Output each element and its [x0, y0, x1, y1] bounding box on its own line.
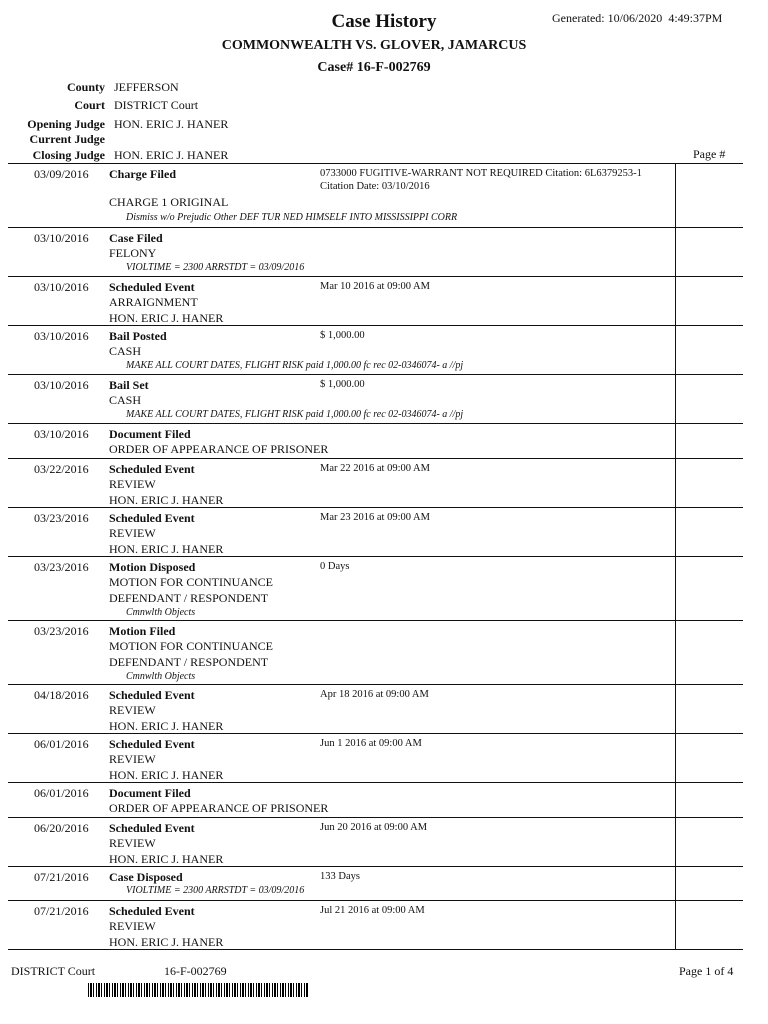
docket-entry-row	[8, 734, 743, 783]
entry-info: 0733000 FUGITIVE-WARRANT NOT REQUIRED Citation: 6L6379253-1 Citation Date: 03/10/2016	[320, 168, 642, 192]
docket-entry-row	[8, 424, 743, 459]
entry-detail: REVIEW	[109, 477, 156, 491]
docket-entry-row	[8, 685, 743, 734]
entry-type: Bail Set	[109, 378, 149, 392]
entry-type: Scheduled Event	[109, 462, 195, 476]
entry-detail: REVIEW	[109, 919, 156, 933]
footer-court: DISTRICT Court	[11, 964, 96, 978]
entry-detail: ORDER OF APPEARANCE OF PRISONER	[109, 442, 329, 456]
entry-detail: FELONY	[109, 246, 157, 260]
docket-entry-row	[8, 459, 743, 508]
entry-type: Scheduled Event	[109, 904, 195, 918]
entry-type: Bail Posted	[109, 329, 167, 343]
entry-note: Cmnwlth Objects	[126, 671, 196, 682]
entry-date: 03/22/2016	[34, 462, 89, 476]
entry-detail: ARRAIGNMENT	[109, 295, 198, 309]
court-value: DISTRICT Court	[114, 98, 199, 112]
docket-entry-row	[8, 164, 743, 228]
entry-date: 03/23/2016	[34, 511, 89, 525]
entry-info: Jun 20 2016 at 09:00 AM	[320, 822, 428, 833]
case-number: Case# 16-F-002769	[317, 60, 431, 75]
entry-detail: MOTION FOR CONTINUANCE	[109, 639, 273, 653]
generated-timestamp	[552, 11, 722, 26]
entry-date: 06/01/2016	[34, 737, 89, 751]
docket-entry-row	[8, 867, 743, 901]
case-parties: COMMONWEALTH VS. GLOVER, JAMARCUS	[221, 38, 527, 53]
entry-note: MAKE ALL COURT DATES, FLIGHT RISK paid 1,000.00 fc rec 02-0346074- a //pj	[126, 409, 464, 420]
county-value: JEFFERSON	[114, 80, 179, 94]
entry-type: Scheduled Event	[109, 688, 195, 702]
entry-info: $ 1,000.00	[320, 379, 365, 390]
entry-detail: REVIEW	[109, 836, 156, 850]
docket-entry-row	[8, 901, 743, 950]
entry-date: 03/10/2016	[34, 427, 89, 441]
entry-date: 03/23/2016	[34, 560, 89, 574]
entry-type: Case Filed	[109, 231, 163, 245]
footer-page-count: Page 1 of 4	[679, 964, 734, 978]
barcode	[88, 983, 308, 997]
entry-detail: CASH	[109, 393, 142, 407]
entry-detail-2: HON. ERIC J. HANER	[109, 852, 224, 866]
entry-detail: CHARGE 1 ORIGINAL	[109, 195, 229, 209]
entry-date: 03/10/2016	[34, 329, 89, 343]
entry-info: Apr 18 2016 at 09:00 AM	[320, 689, 429, 700]
entry-detail: REVIEW	[109, 752, 156, 766]
docket-entry-row	[8, 818, 743, 867]
entry-date: 04/18/2016	[34, 688, 89, 702]
entry-note: MAKE ALL COURT DATES, FLIGHT RISK paid 1,000.00 fc rec 02-0346074- a //pj	[126, 360, 464, 371]
entry-note: Dismiss w/o Prejudic Other DEF TUR NED HIMSELF INTO MISSISSIPPI CORR	[126, 212, 458, 223]
entry-date: 03/10/2016	[34, 280, 89, 294]
entry-info: Jul 21 2016 at 09:00 AM	[320, 905, 425, 916]
page-number-column-label: Page #	[693, 147, 726, 161]
entry-detail-2: HON. ERIC J. HANER	[109, 719, 224, 733]
entry-type: Charge Filed	[109, 167, 176, 181]
docket-table	[8, 163, 743, 950]
entry-type: Case Disposed	[109, 870, 183, 884]
county-label: County	[66, 80, 105, 94]
entry-info: Jun 1 2016 at 09:00 AM	[320, 738, 422, 749]
entry-type: Scheduled Event	[109, 821, 195, 835]
entry-detail: REVIEW	[109, 703, 156, 717]
entry-detail: REVIEW	[109, 526, 156, 540]
page-title: Case History	[331, 11, 437, 32]
entry-detail-2: HON. ERIC J. HANER	[109, 935, 224, 949]
docket-entry-row	[8, 326, 743, 375]
entry-detail: ORDER OF APPEARANCE OF PRISONER	[109, 801, 329, 815]
docket-entry-row	[8, 375, 743, 424]
entry-date: 03/10/2016	[34, 378, 89, 392]
entry-note: Cmnwlth Objects	[126, 607, 196, 618]
entry-detail-2: HON. ERIC J. HANER	[109, 311, 224, 325]
entry-type: Document Filed	[109, 786, 191, 800]
current-judge-label: Current Judge	[29, 132, 105, 146]
entry-detail-2: DEFENDANT / RESPONDENT	[109, 655, 269, 669]
entry-note: VIOLTIME = 2300 ARRSTDT = 03/09/2016	[126, 262, 305, 273]
entry-date: 07/21/2016	[34, 870, 89, 884]
docket-entry-row	[8, 783, 743, 818]
entry-type: Document Filed	[109, 427, 191, 441]
entry-date: 03/10/2016	[34, 231, 89, 245]
footer-case-number: 16-F-002769	[164, 964, 227, 978]
docket-entry-row	[8, 508, 743, 557]
entry-info: 133 Days	[320, 871, 360, 882]
entry-type: Scheduled Event	[109, 737, 195, 751]
entry-date: 03/09/2016	[34, 167, 89, 181]
generated-time: 4:49:37PM	[668, 11, 723, 25]
entry-info: Mar 10 2016 at 09:00 AM	[320, 281, 430, 292]
docket-entry-row	[8, 228, 743, 277]
docket-entry-row	[8, 557, 743, 621]
generated-date: Generated: 10/06/2020	[552, 11, 663, 25]
entry-detail-2: HON. ERIC J. HANER	[109, 768, 224, 782]
entry-detail: MOTION FOR CONTINUANCE	[109, 575, 273, 589]
entry-detail-2: DEFENDANT / RESPONDENT	[109, 591, 269, 605]
entry-date: 03/23/2016	[34, 624, 89, 638]
closing-judge-value: HON. ERIC J. HANER	[114, 148, 229, 162]
entry-type: Scheduled Event	[109, 511, 195, 525]
entry-date: 07/21/2016	[34, 904, 89, 918]
docket-entry-row	[8, 621, 743, 685]
entry-info: Mar 23 2016 at 09:00 AM	[320, 512, 430, 523]
entry-type: Scheduled Event	[109, 280, 195, 294]
entry-type: Motion Filed	[109, 624, 176, 638]
entry-detail-2: HON. ERIC J. HANER	[109, 493, 224, 507]
entry-detail-2: HON. ERIC J. HANER	[109, 542, 224, 556]
entry-info: $ 1,000.00	[320, 330, 365, 341]
docket-entry-row	[8, 277, 743, 326]
entry-date: 06/20/2016	[34, 821, 89, 835]
opening-judge-value: HON. ERIC J. HANER	[114, 117, 229, 131]
entry-info: Mar 22 2016 at 09:00 AM	[320, 463, 430, 474]
entry-note: VIOLTIME = 2300 ARRSTDT = 03/09/2016	[126, 885, 305, 896]
opening-judge-label: Opening Judge	[27, 117, 105, 131]
closing-judge-label: Closing Judge	[32, 148, 105, 162]
entry-date: 06/01/2016	[34, 786, 89, 800]
entry-detail: CASH	[109, 344, 142, 358]
court-label: Court	[74, 98, 105, 112]
entry-type: Motion Disposed	[109, 560, 196, 574]
entry-info: 0 Days	[320, 561, 350, 572]
